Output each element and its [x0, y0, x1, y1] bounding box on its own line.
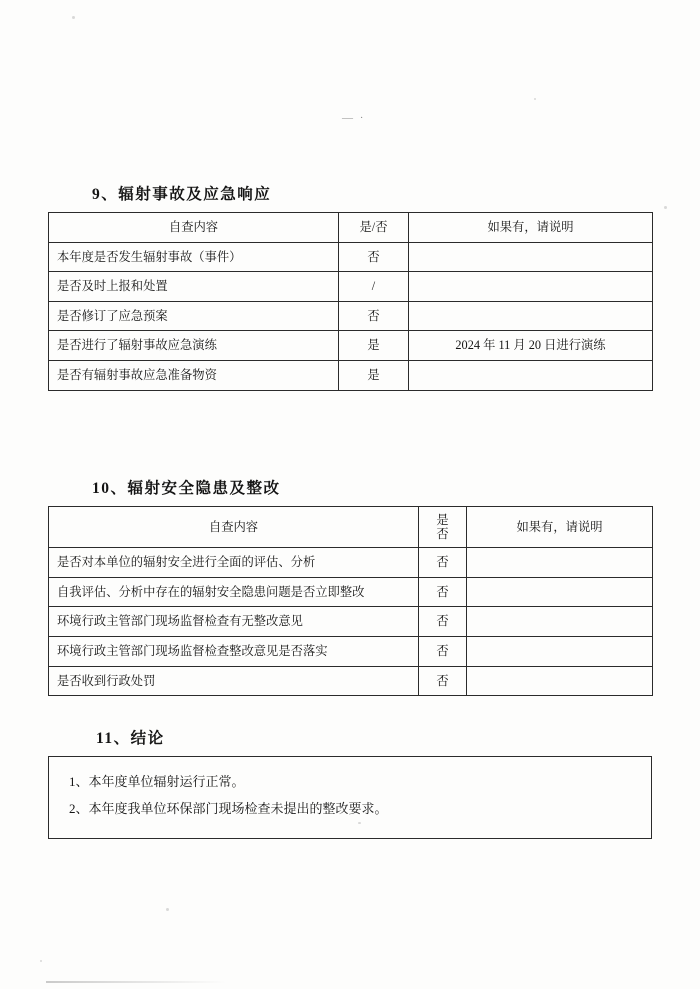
row-note — [467, 666, 653, 696]
table-row — [49, 666, 653, 696]
table-row — [49, 360, 653, 390]
row-item: 是否及时上报和处置 — [49, 272, 339, 302]
section-9-title: 9、辐射事故及应急响应 — [92, 186, 272, 203]
row-note — [467, 607, 653, 637]
scan-speck — [664, 206, 667, 209]
section-10-title: 10、辐射安全隐患及整改 — [92, 480, 281, 497]
section-9-table — [48, 212, 653, 391]
row-note: 2024 年 11 月 20 日进行演练 — [409, 331, 653, 361]
table-row — [49, 577, 653, 607]
scan-speck — [534, 98, 536, 100]
column-header-note: 如果有，请说明 — [409, 213, 653, 243]
row-answer: 是 — [339, 360, 409, 390]
row-note — [467, 548, 653, 578]
row-note — [409, 301, 653, 331]
table-row — [49, 637, 653, 667]
scan-speck — [72, 16, 75, 19]
top-page-mark: — · — [342, 112, 366, 124]
table-row — [49, 607, 653, 637]
scan-speck — [40, 960, 42, 962]
scan-smudge — [46, 981, 226, 983]
column-header-yes: 是 — [436, 513, 449, 527]
table-header-row — [49, 213, 653, 243]
row-answer: 否 — [419, 666, 467, 696]
table-row — [49, 272, 653, 302]
row-item: 环境行政主管部门现场监督检查整改意见是否落实 — [49, 637, 419, 667]
row-note — [467, 637, 653, 667]
row-item: 自我评估、分析中存在的辐射安全隐患问题是否立即整改 — [49, 577, 419, 607]
scan-speck — [166, 908, 169, 911]
row-answer: 否 — [419, 548, 467, 578]
row-note — [409, 360, 653, 390]
column-header-no: 否 — [436, 527, 449, 542]
column-header-item: 自查内容 — [49, 507, 419, 548]
row-item: 是否修订了应急预案 — [49, 301, 339, 331]
table-row — [49, 548, 653, 578]
table-row — [49, 242, 653, 272]
row-answer: 否 — [419, 637, 467, 667]
row-note — [467, 577, 653, 607]
column-header-item: 自查内容 — [49, 213, 339, 243]
row-answer: 是 — [339, 331, 409, 361]
row-answer: 否 — [419, 577, 467, 607]
section-10-table — [48, 506, 653, 696]
row-item: 是否有辐射事故应急准备物资 — [49, 360, 339, 390]
column-header-answer — [419, 507, 467, 548]
row-note — [409, 272, 653, 302]
row-item: 是否收到行政处罚 — [49, 666, 419, 696]
row-item: 环境行政主管部门现场监督检查有无整改意见 — [49, 607, 419, 637]
column-header-note: 如果有，请说明 — [467, 507, 653, 548]
column-header-answer: 是/否 — [339, 213, 409, 243]
table-header-row — [49, 507, 653, 548]
row-note — [409, 242, 653, 272]
conclusion-line: 2、本年度我单位环保部门现场检查未提出的整改要求。 — [69, 800, 388, 816]
conclusion-box — [48, 756, 652, 839]
row-answer: 否 — [339, 242, 409, 272]
table-row — [49, 331, 653, 361]
section-11-title: 11、结论 — [96, 730, 165, 747]
row-item: 是否进行了辐射事故应急演练 — [49, 331, 339, 361]
conclusion-line: 1、本年度单位辐射运行正常。 — [69, 774, 245, 789]
table-row — [49, 301, 653, 331]
row-answer: 否 — [419, 607, 467, 637]
row-item: 是否对本单位的辐射安全进行全面的评估、分析 — [49, 548, 419, 578]
row-answer: / — [339, 272, 409, 302]
row-answer: 否 — [339, 301, 409, 331]
row-item: 本年度是否发生辐射事故（事件） — [49, 242, 339, 272]
